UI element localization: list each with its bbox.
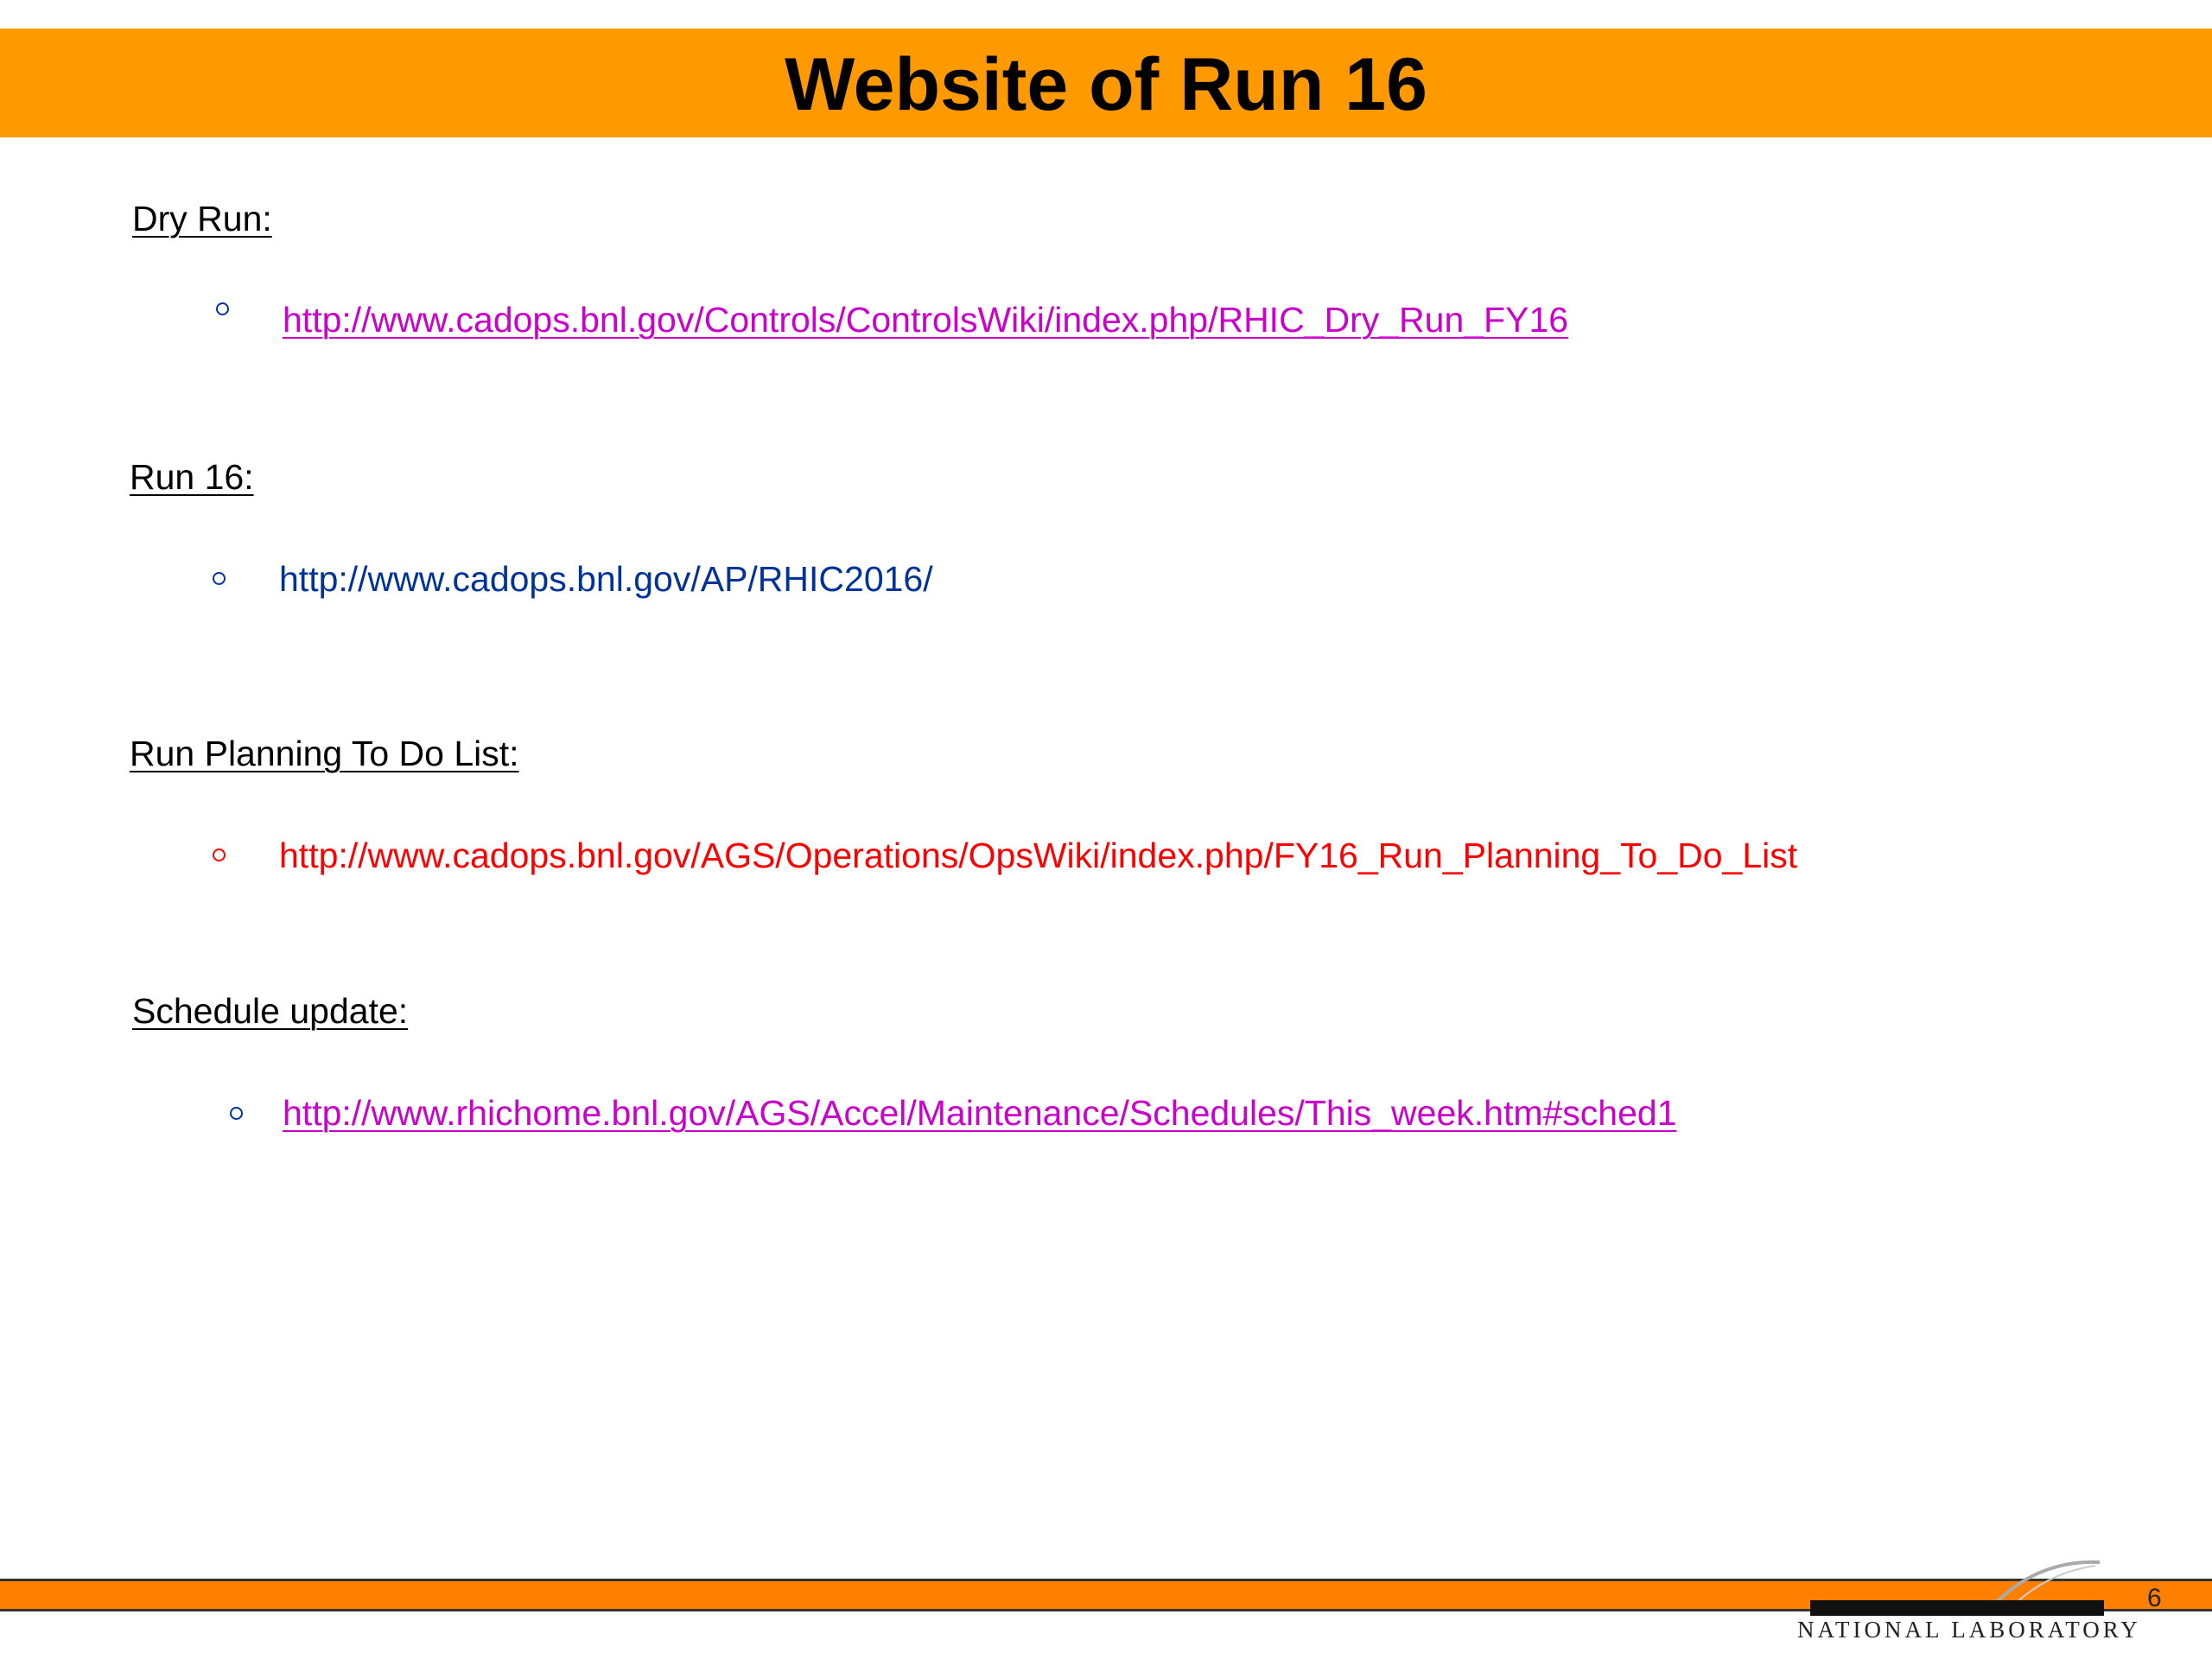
link-run-planning[interactable]: http://www.cadops.bnl.gov/AGS/Operations/OpsWiki/index.php/FY16_Run_Planning_To_Do_List [279, 836, 1798, 875]
section-heading-schedule-update: Schedule update: [132, 991, 409, 1031]
logo-wordmark [1810, 1600, 2104, 1616]
bullet-circle-icon [213, 572, 226, 585]
link-schedule-update[interactable]: http://www.rhichome.bnl.gov/AGS/Accel/Maintenance/Schedules/This_week.htm#sched1 [283, 1093, 1677, 1133]
bullet-circle-icon [213, 849, 226, 861]
section-heading-run-16: Run 16: [130, 457, 254, 497]
link-dry-run[interactable]: http://www.cadops.bnl.gov/Controls/ControlsWiki/index.php/RHIC_Dry_Run_FY16 [283, 300, 1569, 340]
logo-subtitle: NATIONAL LABORATORY [1797, 1617, 2141, 1643]
list-item-schedule-update [230, 1107, 243, 1120]
link-run-16[interactable]: http://www.cadops.bnl.gov/AP/RHIC2016/ [279, 559, 933, 599]
slide-title: Website of Run 16 [785, 43, 1427, 126]
list-item-dry-run [216, 302, 229, 315]
section-heading-dry-run: Dry Run: [132, 199, 272, 238]
logo-swoosh-icon [1987, 1555, 2108, 1607]
list-item-run-16 [213, 572, 226, 585]
bullet-circle-icon [216, 302, 229, 315]
section-heading-run-planning: Run Planning To Do List: [130, 734, 519, 773]
bullet-circle-icon [230, 1107, 243, 1120]
title-bar [0, 29, 2212, 137]
list-item-run-planning [213, 849, 226, 861]
brookhaven-logo [1789, 1555, 2152, 1650]
page-number: 6 [2147, 1584, 2162, 1612]
